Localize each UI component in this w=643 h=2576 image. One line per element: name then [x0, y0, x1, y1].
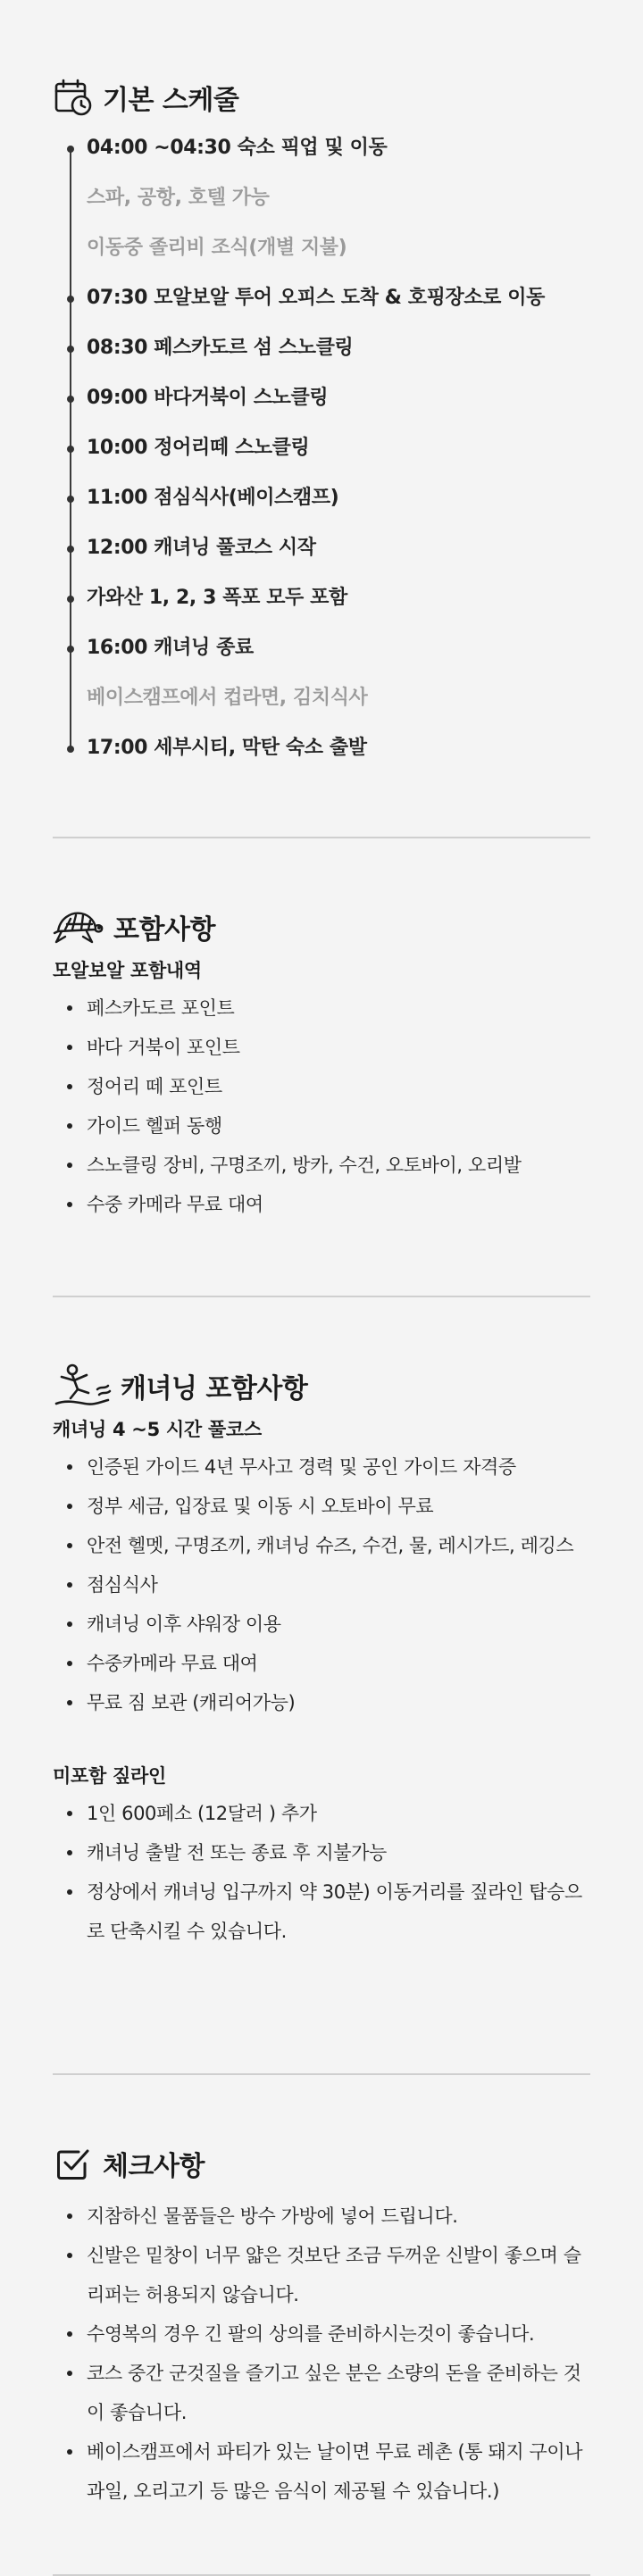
canyoning-item: 안전 헬멧, 구명조끼, 캐녀닝 슈즈, 수건, 물, 레시가드, 레깅스 — [53, 1526, 590, 1565]
zipline-item: 정상에서 캐녀닝 입구까지 약 30분) 이동거리를 짚라인 탑승으로 단축시킬 수 있습니다. — [53, 1872, 590, 1951]
inclusions-header — [53, 903, 590, 951]
zipline-list — [53, 1794, 590, 1951]
checklist-section — [53, 2139, 590, 2511]
schedule-item: 11:00 점심식사(베이스캠프) — [53, 473, 590, 523]
schedule-item: 08:30 페스카도르 섬 스노클링 — [53, 323, 590, 373]
calendar-clock-icon — [53, 77, 94, 118]
zipline-subhead: 미포함 짚라인 — [53, 1765, 166, 1787]
checklist-item: 지참하신 물품들은 방수 가방에 넣어 드립니다. — [53, 2197, 590, 2236]
divider-1 — [53, 837, 590, 838]
moalboal-list — [53, 988, 590, 1224]
canyoning-header — [53, 1362, 590, 1410]
canyoning-item: 정부 세금, 입장료 및 이동 시 오토바이 무료 — [53, 1487, 590, 1526]
schedule-title: 기본 스케줄 — [103, 85, 239, 116]
schedule-section — [53, 73, 590, 773]
timeline-dot — [67, 646, 74, 653]
canyoning-title: 캐녀닝 포함사항 — [121, 1373, 308, 1405]
inclusion-item: 스노클링 장비, 구명조끼, 방카, 수건, 오토바이, 오리발 — [53, 1146, 590, 1185]
checklist-item: 신발은 밑창이 너무 얇은 것보단 조금 두꺼운 신발이 좋으며 슬리퍼는 허용되지 않습니다. — [53, 2236, 590, 2314]
schedule-item: 스파, 공항, 호텔 가능 — [87, 187, 270, 209]
checklist-item: 베이스캠프에서 파티가 있는 날이면 무료 레촌 (통 돼지 구이나 과일, 오리고기 등 많은 음식이 제공될 수 있습니다.) — [53, 2432, 590, 2511]
schedule-item: 12:00 캐녀닝 풀코스 시작 — [53, 523, 590, 573]
checklist-list — [53, 2197, 590, 2511]
inclusion-item: 가이드 헬퍼 동행 — [53, 1106, 590, 1146]
schedule-item: 10:00 정어리떼 스노클링 — [53, 423, 590, 473]
zipline-item: 1인 600페소 (12달러 ) 추가 — [53, 1794, 590, 1833]
canyoning-item: 수중카메라 무료 대여 — [53, 1644, 590, 1683]
moalboal-subhead: 모알보알 포함내역 — [53, 960, 202, 981]
divider-2 — [53, 1296, 590, 1297]
canyoning-item: 인증된 가이드 4년 무사고 경력 및 공인 가이드 자격증 — [53, 1447, 590, 1487]
inclusion-item: 수중 카메라 무료 대여 — [53, 1185, 590, 1224]
canyoning-section — [53, 1362, 590, 1951]
timeline-dot — [67, 496, 74, 503]
canyoning-person-icon — [53, 1365, 112, 1406]
checklist-item: 수영복의 경우 긴 팔의 상의를 준비하시는것이 좋습니다. — [53, 2314, 590, 2354]
timeline-dot — [67, 296, 74, 303]
checklist-header — [53, 2139, 590, 2188]
schedule-item: 베이스캠프에서 컵라면, 김치식사 — [87, 687, 368, 709]
timeline-dot — [67, 396, 74, 403]
checklist-item: 코스 중간 군것질을 즐기고 싶은 분은 소량의 돈을 준비하는 것이 좋습니다. — [53, 2354, 590, 2432]
checkbox-icon — [53, 2143, 94, 2184]
timeline-dot — [67, 546, 74, 553]
inclusion-item: 정어리 떼 포인트 — [53, 1067, 590, 1106]
timeline-dot — [67, 346, 74, 353]
divider-3 — [53, 2073, 590, 2075]
inclusion-item: 바다 거북이 포인트 — [53, 1028, 590, 1067]
turtle-icon — [53, 906, 104, 947]
canyoning-item: 점심식사 — [53, 1565, 590, 1605]
schedule-item: 가와산 1, 2, 3 폭포 모두 포함 — [53, 573, 590, 623]
timeline-dot — [67, 146, 74, 153]
canyoning-subhead: 캐녀닝 4 ~5 시간 풀코스 — [53, 1419, 262, 1440]
checklist-title: 체크사항 — [103, 2151, 205, 2182]
schedule-item: 17:00 세부시티, 막탄 숙소 출발 — [53, 723, 590, 773]
inclusions-section — [53, 903, 590, 1224]
inclusion-item: 페스카도르 포인트 — [53, 988, 590, 1028]
timeline-dot — [67, 746, 74, 753]
schedule-header — [53, 73, 590, 121]
timeline-dot — [67, 596, 74, 603]
zipline-item: 캐녀닝 출발 전 또는 종료 후 지불가능 — [53, 1833, 590, 1872]
schedule-timeline — [53, 123, 590, 773]
inclusions-title: 포함사항 — [113, 914, 215, 946]
schedule-item: 16:00 캐녀닝 종료 — [53, 623, 590, 673]
canyoning-item: 무료 짐 보관 (캐리어가능) — [53, 1683, 590, 1722]
timeline-dot — [67, 446, 74, 453]
canyoning-item: 캐녀닝 이후 샤워장 이용 — [53, 1605, 590, 1644]
schedule-item: 이동중 졸리비 조식(개별 지불) — [87, 237, 347, 259]
canyoning-list — [53, 1447, 590, 1722]
schedule-item: 09:00 바다거북이 스노클링 — [53, 373, 590, 423]
schedule-item: 07:30 모알보알 투어 오피스 도착 & 호핑장소로 이동 — [53, 273, 590, 323]
schedule-item: 04:00 ~04:30 숙소 픽업 및 이동 — [53, 123, 590, 173]
